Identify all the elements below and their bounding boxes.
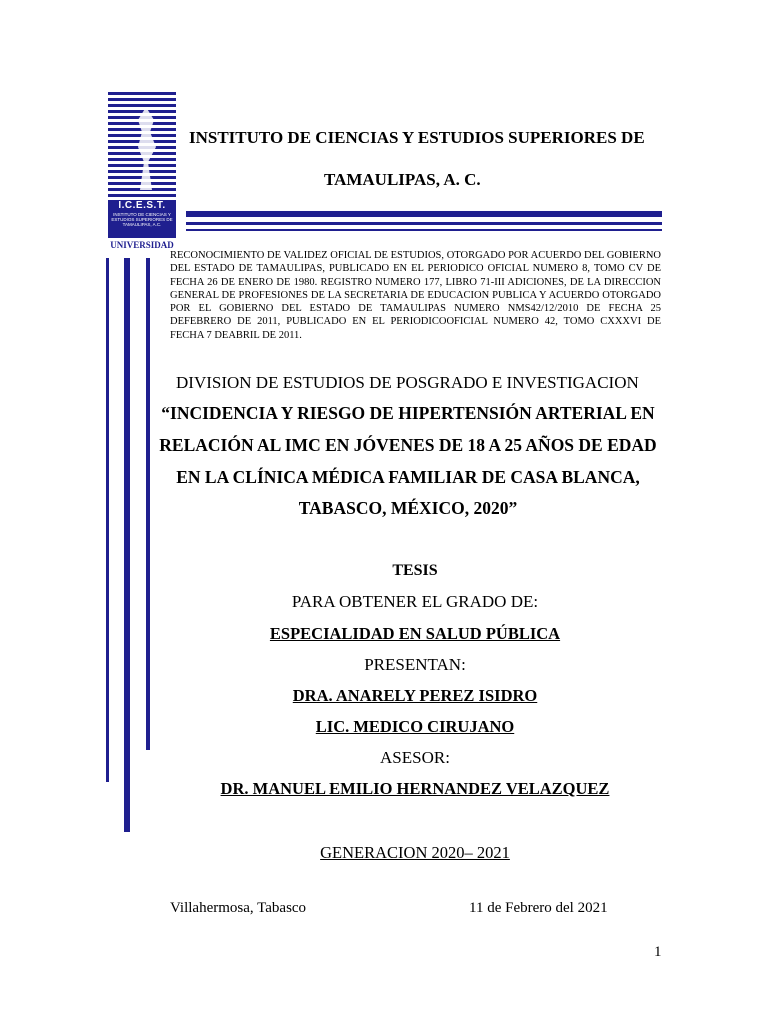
legal-recognition-text: RECONOCIMIENTO DE VALIDEZ OFICIAL DE ESTUDIOS, OTORGADO POR ACUERDO DEL GOBIERNO DEL ESTADO DE TAMAULIPAS, PUBLICADO EN EL PERIODICO OFICIAL NUMERO 8, TOMO CV DE FECHA 26 DE ENERO DE 1980. REGISTRO NUMERO 177, LIBRO 71-III ADICIONES, DE LA DIRECCION GENERAL DE PROFESIONES DE LA SECRETARIA DE EDUCACION PUBLICA Y ACUERDO OTORGADO POR EL GOBIERNO DEL ESTADO DE TAMAULIPAS NUMERO NMS42/12/2010 DE FECHA 25 DEFEBRERO DE 2011, PUBLICADO EN EL PERIODICOOFICIAL NUMERO 42, TOMO CXXXVI DE FECHA 7 DEABRIL DE 2011.: [170, 250, 661, 341]
logo-subtext: INSTITUTO DE CIENCIAS Y ESTUDIOS SUPERIORES DE TAMAULIPAS, A.C.: [111, 212, 173, 227]
advisor-name: DR. MANUEL EMILIO HERNANDEZ VELAZQUEZ: [220, 779, 610, 798]
para-obtener-label: PARA OBTENER EL GRADO DE:: [291, 592, 539, 611]
asesor-label: ASESOR:: [380, 748, 450, 767]
thesis-title-line1: “INCIDENCIA Y RIESGO DE HIPERTENSIÓN ARTERIAL EN: [161, 403, 655, 423]
degree-name: ESPECIALIDAD EN SALUD PÚBLICA: [269, 624, 561, 643]
logo-text-box: [108, 200, 176, 238]
date: 11 de Febrero del 2021: [469, 900, 608, 916]
header-rule-thick: [186, 211, 662, 217]
institution-logo: [108, 92, 176, 252]
header-rule-middle: [186, 222, 662, 225]
left-vertical-bar-1: [106, 258, 109, 782]
institution-name-line1: INSTITUTO DE CIENCIAS Y ESTUDIOS SUPERIORES DE: [189, 128, 645, 147]
logo-acronym: I.C.E.S.T.: [118, 200, 166, 211]
division-heading: DIVISION DE ESTUDIOS DE POSGRADO E INVESTIGACION: [176, 373, 639, 392]
thesis-title-line4: TABASCO, MÉXICO, 2020”: [298, 498, 518, 518]
logo-universidad: UNIVERSIDAD: [110, 240, 174, 250]
page-number: 1: [654, 944, 662, 960]
thesis-title-line3: EN LA CLÍNICA MÉDICA FAMILIAR DE CASA BLANCA,: [176, 467, 640, 487]
institution-name-line2: TAMAULIPAS, A. C.: [324, 170, 481, 189]
header-rule-thin: [186, 229, 662, 231]
generation: GENERACION 2020– 2021: [320, 843, 510, 862]
author-name: DRA. ANARELY PEREZ ISIDRO: [292, 686, 538, 705]
tesis-label: TESIS: [392, 562, 438, 579]
place: Villahermosa, Tabasco: [170, 900, 307, 916]
thesis-title-line2: RELACIÓN AL IMC EN JÓVENES DE 18 A 25 AÑOS DE EDAD: [159, 435, 657, 455]
presentan-label: PRESENTAN:: [364, 655, 466, 674]
author-title: LIC. MEDICO CIRUJANO: [315, 717, 515, 736]
left-vertical-bar-2: [124, 258, 130, 832]
torch-figure-icon: [126, 102, 166, 192]
